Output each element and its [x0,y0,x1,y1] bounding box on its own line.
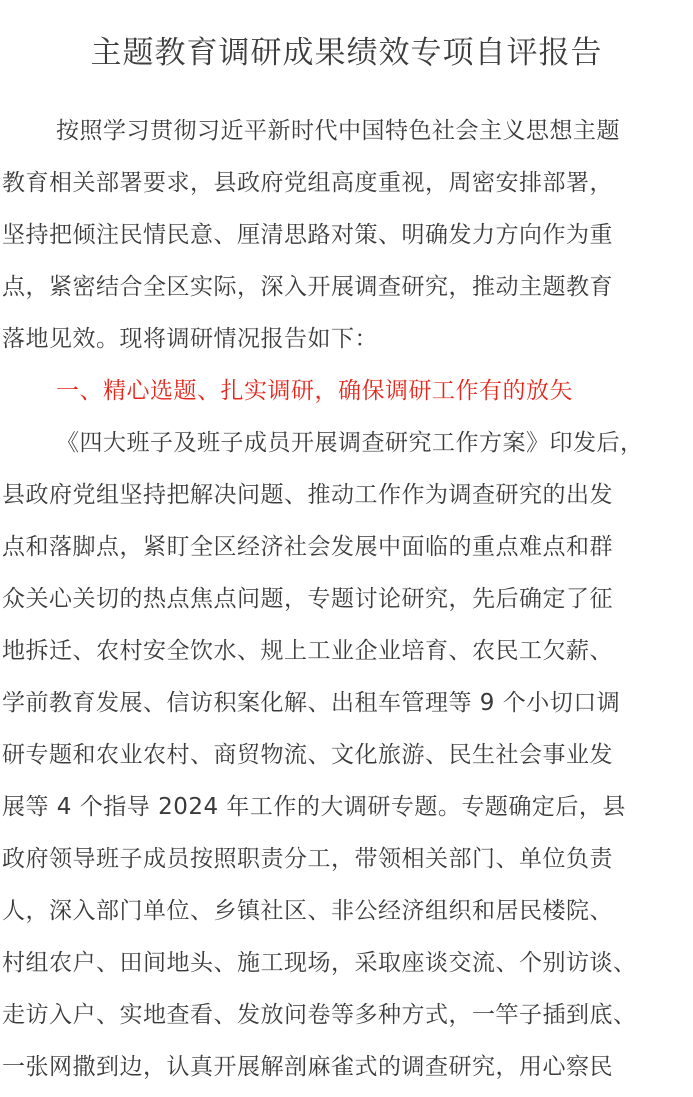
section-1-heading: 一、精心选题、扎实调研，确保调研工作有的放矢 [56,378,573,404]
document-title: 主题教育调研成果绩效专项自评报告 [90,35,603,71]
section-1-line-10: 人，深入部门单位、乡镇社区、非公经济组织和居民楼院、 [2,898,613,924]
section-1-line-1: 《四大班子及班子成员开展调查研究工作方案》印发后， [56,430,644,456]
intro-line-1: 按照学习贯彻习近平新时代中国特色社会主义思想主题 [56,118,620,144]
intro-line-2: 教育相关部署要求，县政府党组高度重视，周密安排部署， [2,170,613,196]
intro-line-4: 点，紧密结合全区实际，深入开展调查研究，推动主题教育 [2,274,613,300]
section-1-line-6: 学前教育发展、信访积案化解、出租车管理等 9 个小切口调 [2,690,621,716]
intro-line-5: 落地见效。现将调研情况报告如下： [2,326,378,352]
section-1-line-2: 县政府党组坚持把解决问题、推动工作作为调查研究的出发 [2,482,613,508]
section-1-line-4: 众关心关切的热点焦点问题，专题讨论研究，先后确定了征 [2,586,613,612]
section-1-line-8: 展等 4 个指导 2024 年工作的大调研专题。专题确定后，县 [2,794,626,820]
intro-line-3: 坚持把倾注民情民意、厘清思路对策、明确发力方向作为重 [2,222,613,248]
section-1-line-13: 一张网撒到边，认真开展解剖麻雀式的调查研究，用心察民 [2,1054,613,1080]
section-1-line-11: 村组农户、田间地头、施工现场，采取座谈交流、个别访谈、 [2,950,637,976]
section-1-line-9: 政府领导班子成员按照职责分工，带领相关部门、单位负责 [2,846,613,872]
section-1-line-5: 地拆迁、农村安全饮水、规上工业企业培育、农民工欠薪、 [2,638,613,664]
section-1-line-12: 走访入户、实地查看、发放问卷等多种方式，一竿子插到底、 [2,1002,637,1028]
section-1-line-3: 点和落脚点，紧盯全区经济社会发展中面临的重点难点和群 [2,534,613,560]
section-1-line-7: 研专题和农业农村、商贸物流、文化旅游、民生社会事业发 [2,742,613,768]
